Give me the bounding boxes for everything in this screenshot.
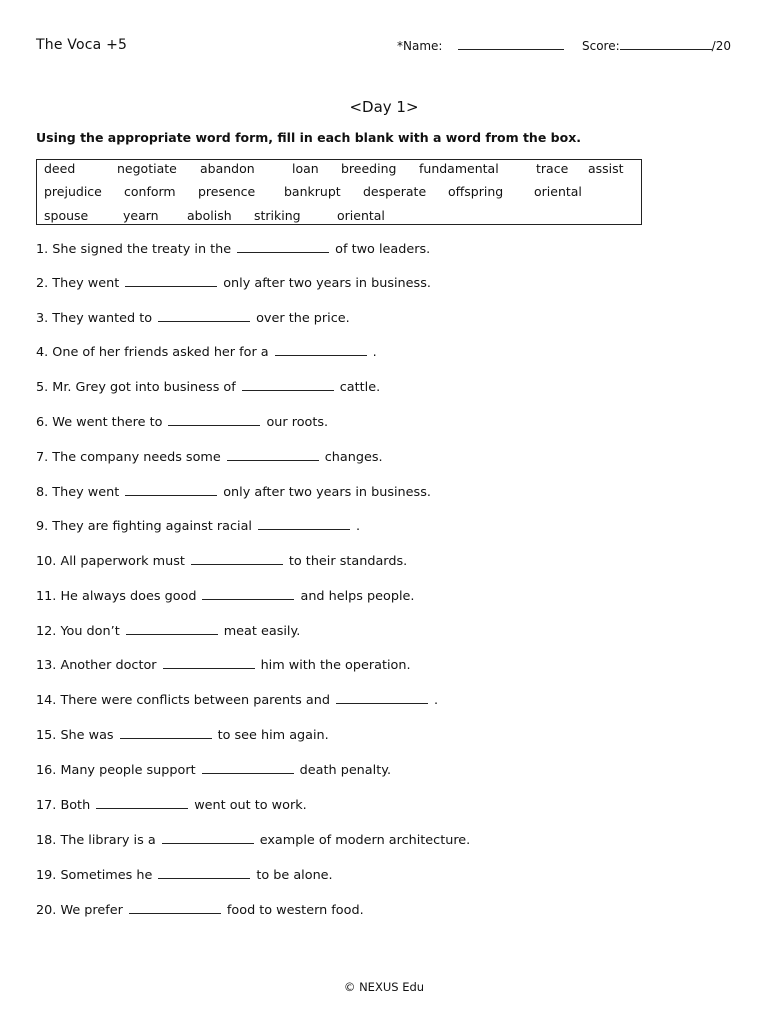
question-text-after: . (433, 693, 439, 708)
question-text-after: . (356, 519, 361, 534)
question-number: 20. (36, 903, 57, 918)
word-item: offspring (448, 184, 504, 199)
word-item: yearn (123, 208, 159, 223)
question-text-before: They went (52, 485, 120, 500)
question-number: 16. (36, 763, 57, 778)
question-text-before: We prefer (60, 903, 123, 918)
question-text-after: to see him again. (217, 728, 329, 743)
question-item (36, 867, 333, 883)
question-text-after: changes. (324, 450, 383, 465)
question-text-after: example of modern architecture. (259, 833, 471, 848)
instruction: Using the appropriate word form, fill in each blank with a word from the box. (36, 130, 582, 145)
question-text-after: food to western food. (226, 903, 364, 918)
answer-blank[interactable] (126, 623, 218, 635)
question-number: 8. (36, 485, 49, 500)
question-text-after: only after two years in business. (223, 276, 431, 291)
question-text-before: Many people support (60, 763, 196, 778)
question-item (36, 310, 350, 326)
question-number: 3. (36, 311, 49, 326)
word-item: oriental (534, 184, 582, 199)
question-text-before: They are fighting against racial (52, 519, 252, 534)
question-item (36, 518, 360, 534)
day-title: <Day 1> (349, 98, 419, 116)
word-item: spouse (44, 208, 89, 223)
question-item (36, 797, 307, 813)
question-text-after: our roots. (266, 415, 329, 430)
question-item (36, 553, 407, 569)
question-number: 5. (36, 380, 49, 395)
question-item (36, 484, 431, 500)
name-blank[interactable] (458, 39, 564, 50)
question-number: 11. (36, 589, 57, 604)
question-text-before: All paperwork must (60, 554, 185, 569)
question-number: 4. (36, 345, 49, 360)
question-item (36, 414, 328, 430)
question-text-after: went out to work. (194, 798, 307, 813)
question-number: 19. (36, 868, 57, 883)
question-item (36, 379, 380, 395)
question-item (36, 344, 377, 360)
question-text-before: She was (60, 728, 114, 743)
answer-blank[interactable] (158, 867, 250, 879)
answer-blank[interactable] (202, 762, 294, 774)
word-item: breeding (341, 161, 397, 176)
score-blank[interactable] (620, 39, 712, 50)
answer-blank[interactable] (120, 727, 212, 739)
question-text-before: Another doctor (60, 658, 157, 673)
word-item: oriental (337, 208, 385, 223)
question-text-after: and helps people. (300, 589, 415, 604)
question-number: 7. (36, 450, 49, 465)
question-text-before: Mr. Grey got into business of (52, 380, 236, 395)
question-item (36, 588, 414, 604)
word-item: abolish (187, 208, 232, 223)
score-label: Score: (582, 39, 620, 53)
question-text-before: They went (52, 276, 120, 291)
question-item (36, 832, 470, 848)
answer-blank[interactable] (191, 553, 283, 565)
word-item: desperate (363, 184, 427, 199)
question-item (36, 657, 411, 673)
answer-blank[interactable] (129, 902, 221, 914)
question-item (36, 762, 391, 778)
question-number: 14. (36, 693, 57, 708)
question-text-after: death penalty. (299, 763, 392, 778)
answer-blank[interactable] (163, 657, 255, 669)
word-item: prejudice (44, 184, 102, 199)
answer-blank[interactable] (125, 275, 217, 287)
word-item: fundamental (419, 161, 499, 176)
footer-copyright: © NEXUS Edu (343, 980, 425, 994)
question-text-after: only after two years in business. (223, 485, 431, 500)
answer-blank[interactable] (158, 310, 250, 322)
word-item: negotiate (117, 161, 177, 176)
word-item: deed (44, 161, 76, 176)
answer-blank[interactable] (242, 379, 334, 391)
score-total: /20 (711, 39, 731, 53)
question-text-before: They wanted to (52, 311, 153, 326)
answer-blank[interactable] (96, 797, 188, 809)
question-text-after: to be alone. (256, 868, 333, 883)
word-item: bankrupt (284, 184, 341, 199)
answer-blank[interactable] (336, 692, 428, 704)
word-box (36, 159, 642, 225)
question-text-after: cattle. (339, 380, 381, 395)
answer-blank[interactable] (162, 832, 254, 844)
question-text-before: Sometimes he (60, 868, 153, 883)
question-text-before: Both (60, 798, 91, 813)
question-item (36, 449, 383, 465)
name-label: *Name: (397, 39, 443, 53)
question-text-before: We went there to (52, 415, 163, 430)
question-item (36, 692, 438, 708)
question-text-before: He always does good (60, 589, 197, 604)
question-number: 1. (36, 242, 49, 257)
answer-blank[interactable] (125, 484, 217, 496)
question-number: 6. (36, 415, 49, 430)
question-text-after: of two leaders. (335, 242, 431, 257)
question-number: 18. (36, 833, 57, 848)
question-item (36, 241, 430, 257)
answer-blank[interactable] (275, 344, 367, 356)
score-field (582, 39, 731, 53)
question-number: 2. (36, 276, 49, 291)
question-text-before: One of her friends asked her for a (52, 345, 269, 360)
word-item: assist (588, 161, 624, 176)
word-item: trace (536, 161, 569, 176)
name-field (397, 39, 564, 53)
question-number: 13. (36, 658, 57, 673)
word-item: presence (198, 184, 256, 199)
question-number: 12. (36, 624, 57, 639)
answer-blank[interactable] (237, 241, 329, 253)
answer-blank[interactable] (168, 414, 260, 426)
question-text-before: There were conflicts between parents and (60, 693, 330, 708)
word-item: striking (254, 208, 301, 223)
question-item (36, 727, 329, 743)
question-text-after: over the price. (256, 311, 350, 326)
word-item: conform (124, 184, 176, 199)
answer-blank[interactable] (227, 449, 319, 461)
question-number: 17. (36, 798, 57, 813)
answer-blank[interactable] (258, 518, 350, 530)
word-item: loan (292, 161, 319, 176)
worksheet-title: The Voca +5 (36, 37, 128, 53)
question-number: 9. (36, 519, 49, 534)
question-text-before: The company needs some (52, 450, 221, 465)
question-text-before: She signed the treaty in the (52, 242, 232, 257)
question-text-after: . (372, 345, 377, 360)
question-item (36, 275, 431, 291)
question-text-after: him with the operation. (260, 658, 411, 673)
question-number: 15. (36, 728, 57, 743)
question-text-before: You don’t (60, 624, 120, 639)
word-item: abandon (200, 161, 255, 176)
question-number: 10. (36, 554, 57, 569)
question-text-before: The library is a (60, 833, 156, 848)
question-text-after: meat easily. (223, 624, 301, 639)
question-text-after: to their standards. (288, 554, 408, 569)
answer-blank[interactable] (202, 588, 294, 600)
question-item (36, 623, 300, 639)
question-item (36, 902, 364, 918)
